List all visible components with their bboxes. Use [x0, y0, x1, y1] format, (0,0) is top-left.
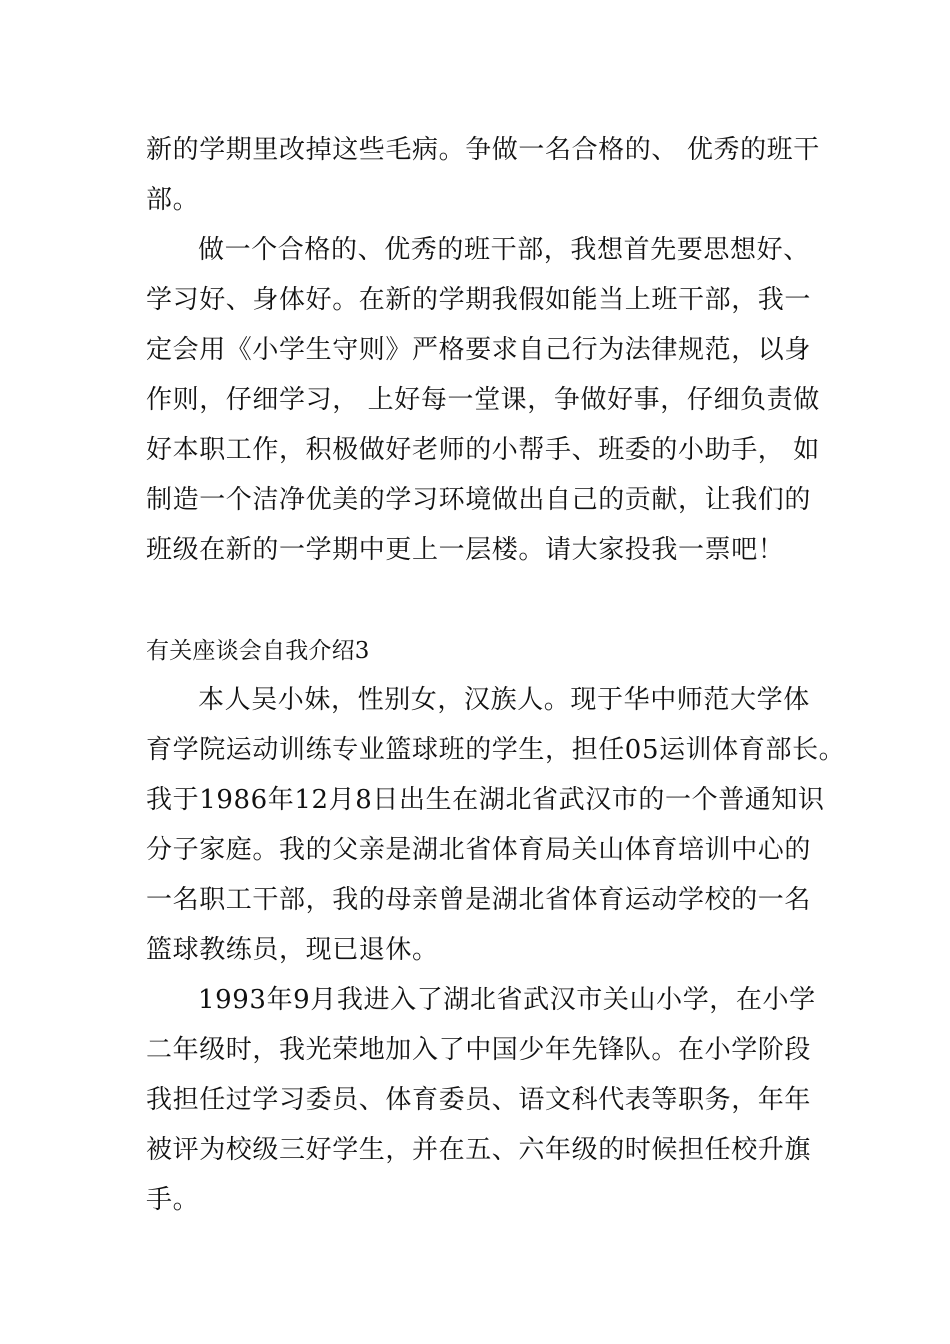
- text-line: 定会用《小学生守则》严格要求自己行为法律规范，以身: [146, 335, 812, 365]
- text-line: 班级在新的一学期中更上一层楼。请大家投我一票吧！: [146, 535, 785, 565]
- text-line: 我担任过学习委员、体育委员、语文科代表等职务，年年: [146, 1085, 812, 1115]
- text-line: 二年级时，我光荣地加入了中国少年先锋队。在小学阶段: [146, 1035, 812, 1065]
- text-line: 篮球教练员，现已退休。: [146, 935, 439, 965]
- text-line: 我于1986年12月8日出生在湖北省武汉市的一个普通知识: [146, 785, 825, 815]
- paragraph-first-line: 做一个合格的、优秀的班干部，我想首先要思想好、: [198, 235, 810, 265]
- text-line: 被评为校级三好学生，并在五、六年级的时候担任校升旗: [146, 1135, 812, 1165]
- text-line: 学习好、身体好。在新的学期我假如能当上班干部，我一: [146, 285, 812, 315]
- text-line: 手。: [146, 1185, 200, 1215]
- text-line: 新的学期里改掉这些毛病。争做一名合格的、 优秀的班干: [146, 135, 820, 165]
- text-line: 制造一个洁净优美的学习环境做出自己的贡献，让我们的: [146, 485, 812, 515]
- paragraph-first-line: 本人吴小妹，性别女，汉族人。现于华中师范大学体: [198, 685, 810, 715]
- paragraph-first-line: 1993年9月我进入了湖北省武汉市关山小学，在小学: [198, 985, 816, 1015]
- text-line: 部。: [146, 185, 200, 215]
- text-line: 作则，仔细学习， 上好每一堂课，争做好事，仔细负责做: [146, 385, 820, 415]
- text-line: 育学院运动训练专业篮球班的学生，担任05运训体育部长。: [146, 735, 846, 765]
- text-line: 一名职工干部，我的母亲曾是湖北省体育运动学校的一名: [146, 885, 812, 915]
- text-line: 分子家庭。我的父亲是湖北省体育局关山体育培训中心的: [146, 835, 812, 865]
- text-line: 好本职工作，积极做好老师的小帮手、班委的小助手， 如: [146, 435, 820, 465]
- section-heading: 有关座谈会自我介绍3: [146, 638, 370, 664]
